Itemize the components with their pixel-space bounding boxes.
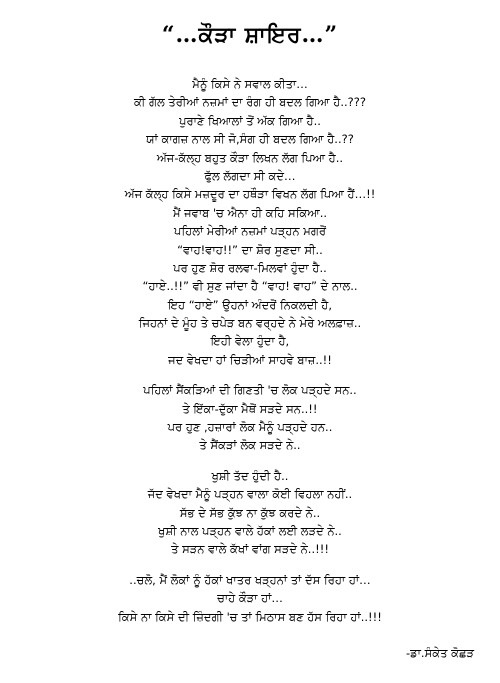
poem-line: ਜਿਹਨਾਂ ਦੇ ਮੂੰਹ ਤੇ ਚਪੇੜ ਬਨ ਵਰ੍ਹਦੇ ਨੇ ਮੇਰੇ ਅਲਫ਼ਾਜ਼.. [138, 316, 362, 331]
poem-line: ਜਦ ਵੇਖਦਾ ਹਾਂ ਚਿੜੀਆਂ ਸਾਹਵੇ ਬਾਜ਼..!! [168, 352, 332, 367]
poem-line: “ਹਾਏ..!!” ਵੀ ਸੁਣ ਜਾਂਦਾ ਹੈ “ਵਾਹ! ਵਾਹ” ਦੇ ਨਾਲ.. [142, 279, 358, 294]
poem-line: ਚਾਹੇ ਕੌੜਾ ਹਾਂ… [217, 591, 283, 606]
poem-line: “ਵਾਹ!ਵਾਹ!!” ਦਾ ਸ਼ੋਰ ਸੁਣਦਾ ਸੀ.. [177, 242, 323, 257]
poem-line: ਯਾਂ ਕਾਗਜ਼ ਨਾਲ ਸੀ ਜੋ,ਸੰਗ ਹੀ ਬਦਲ ਗਿਆ ਹੈ..?? [146, 132, 354, 147]
stanza-gap [0, 369, 500, 381]
poem-line: ਤੇ ਸੜਨ ਵਾਲੇ ਕੱਖਾਂ ਵਾਂਗ ਸੜਦੇ ਨੇ..!!! [171, 542, 329, 557]
poem-line: ਪਰ ਹੁਣ ,ਹਜ਼ਾਰਾਂ ਲੋਕ ਮੈਨੂੰ ਪੜ੍ਹਦੇ ਹਨ.. [167, 420, 333, 435]
poem-line: ਪੁਰਾਣੇ ਖਿਆਲਾਂ ਤੋਂ ਅੱਕ ਗਿਆ ਹੈ.. [179, 113, 321, 128]
poem-line: ਕੀ ਗੱਲ ਤੇਰੀਆਂ ਨਜ਼ਮਾਂ ਦਾ ਰੰਗ ਹੀ ਬਦਲ ਗਿਆ ਹੈ..??? [133, 95, 366, 110]
poem-line: ਤੇ ਸੈਂਕੜਾਂ ਲੋਕ ਸੜਦੇ ਨੇ.. [199, 438, 301, 453]
stanza [0, 381, 500, 455]
stanza-gap [0, 559, 500, 571]
poem-line: ਇਹੀ ਵੇਲਾ ਹੁੰਦਾ ਹੈ, [210, 334, 290, 349]
poem-line: ਅੱਜ ਕੱਲ੍ਹ ਕਿਸੇ ਮਜ਼ਦੂਰ ਦਾ ਹਥੌੜਾ ਵਿਖਨ ਲੱਗ ਪਿਆ ਹੈਂ…!! [124, 187, 376, 202]
poem-title: “…ਕੌੜਾ ਸ਼ਾਇਰ…” [161, 22, 339, 48]
poem-line: ਖੁਸ਼ੀ ਨਾਲ ਪੜ੍ਹਨ ਵਾਲੇ ਹੱਕਾਂ ਲਈ ਲੜਦੇ ਨੇ.. [158, 523, 342, 538]
poem-line: ਫੁੱਲ ਲੱਗਦਾ ਸੀ ਕਦੇ… [204, 168, 296, 183]
stanza [0, 75, 500, 369]
author-signature: -ਡਾ.ਸੰਕੇਤ ਕੋਛੜ [406, 646, 474, 660]
poem-line: ਪਹਿਲਾਂ ਸੈਂਕੜਿਆਂ ਦੀ ਗਿਣਤੀ 'ਚ ਲੋਕ ਪੜ੍ਹਦੇ ਸਨ.. [143, 383, 357, 398]
poem-line: ਇਹ “ਹਾਏ” ਉਹਨਾਂ ਅੰਦਰੋਂ ਨਿਕਲਦੀ ਹੈ, [168, 297, 332, 312]
poem-line: ਸੱਭ ਦੇ ਸੱਭ ਕੁੱਝ ਨਾ ਕੁੱਝ ਕਰਦੇ ਨੇ.. [179, 505, 321, 520]
poem-line: ਪਰ ਹੁਣ ਸ਼ੋਰ ਰਲਵਾ-ਮਿਲਵਾਂ ਹੁੰਦਾ ਹੈ.. [173, 260, 327, 275]
poem-line: ਪਹਿਲਾਂ ਮੇਰੀਆਂ ਨਜ਼ਮਾਂ ਪੜ੍ਹਨ ਮਗਰੋਂ [174, 224, 326, 239]
stanza [0, 467, 500, 559]
poem-line: ਮੈਂ ਜਵਾਬ 'ਚ ਐਨਾ ਹੀ ਕਹਿ ਸਕਿਆ.. [172, 205, 328, 220]
poem-line: ਮੈਨੂੰ ਕਿਸੇ ਨੇ ਸਵਾਲ ਕੀਤਾ… [192, 77, 308, 91]
poem-line: ਤੇ ਇੱਕਾ-ਦੁੱਕਾ ਮੈਥੋਂ ਸੜਦੇ ਸਨ..!! [182, 401, 318, 416]
poem-line: ਕਿਸੇ ਨਾ ਕਿਸੇ ਦੀ ਜ਼ਿੰਦਗੀ 'ਚ ਤਾਂ ਮਿਠਾਸ ਬਣ ਹੱਸ ਰਿਹਾ ਹਾਂ..!!! [118, 609, 382, 624]
stanza-gap [0, 455, 500, 467]
poem-line: ਖੁਸ਼ੀ ਤੱਦ ਹੁੰਦੀ ਹੈ.. [211, 468, 289, 483]
stanza [0, 571, 500, 626]
poem-body [0, 75, 500, 626]
poem-line: ਅੱਜ-ਕੱਲ੍ਹ ਬਹੁਤ ਕੌੜਾ ਲਿਖਨ ਲੱਗ ਪਿਆ ਹੈ.. [156, 150, 344, 165]
poem-line: ..ਚਲੋ, ਮੈਂ ਲੋਕਾਂ ਨੂੰ ਹੱਕਾਂ ਖਾਤਰ ਖੜ੍ਹਨਾਂ ਤਾਂ ਦੱਸ ਰਿਹਾ ਹਾਂ… [129, 572, 371, 587]
poem-line: ਜੱਦ ਵੇਖਦਾ ਮੈਨੂੰ ਪੜ੍ਹਨ ਵਾਲਾ ਕੋਈ ਵਿਹਲਾ ਨਹੀਂ.. [147, 487, 353, 502]
